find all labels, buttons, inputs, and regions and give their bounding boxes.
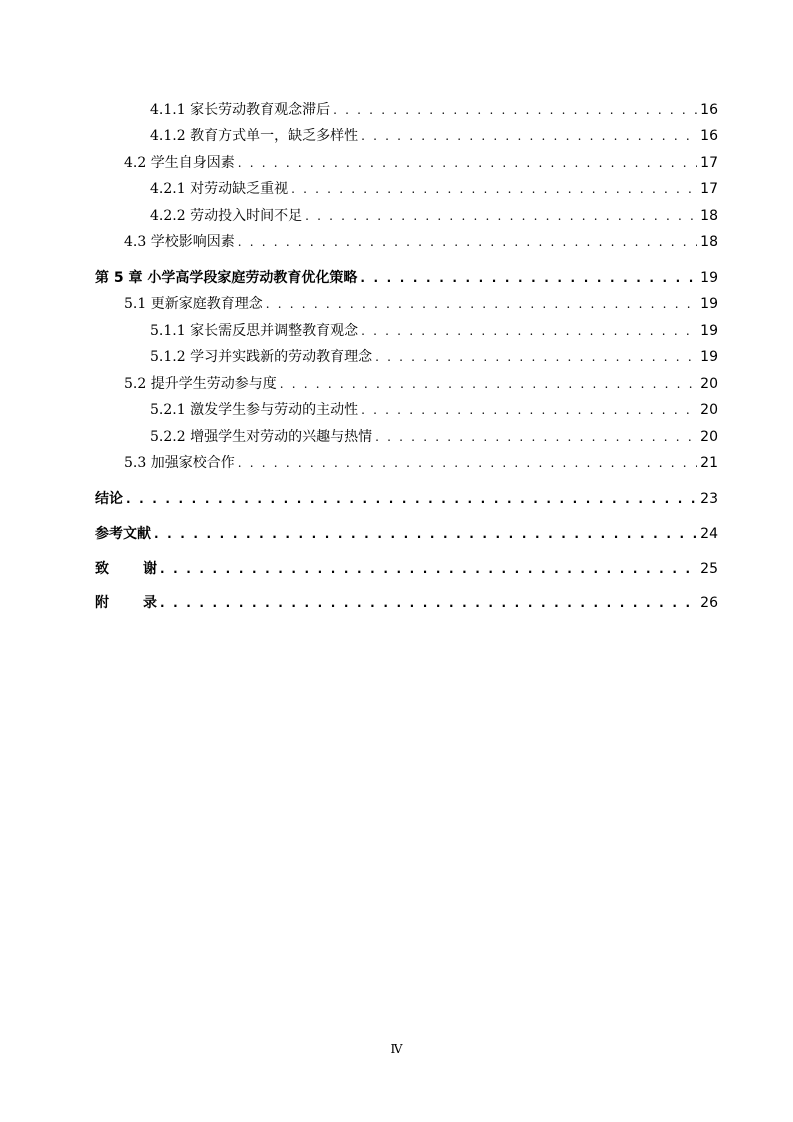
toc-entry-label: 5.2.2 增强学生对劳动的兴趣与热情 [150,429,373,445]
toc-entry-page: 20 [700,429,718,445]
toc-entry-label: 4.1.2 教育方式单一，缺乏多样性 [150,128,359,144]
toc-entry-label-char: 录 [143,595,157,611]
dot-leader [360,268,697,288]
dot-leader [375,427,697,447]
toc-entry-label: 参考文献 [95,526,151,542]
toc-entry-5-1[interactable] [124,294,718,314]
toc-entry-references[interactable] [95,524,718,544]
toc-entry-page: 23 [700,491,718,507]
toc-entry-page: 17 [700,155,718,171]
toc-entry-5-3[interactable] [124,453,718,473]
dot-leader [126,489,697,509]
dot-leader [160,593,697,613]
toc-entry-appendix[interactable] [95,593,718,613]
dot-leader [361,321,697,341]
toc-entry-5-1-1[interactable] [150,321,718,341]
dot-leader [361,126,697,146]
dot-leader [333,100,697,120]
dot-leader [160,559,697,579]
dot-leader [266,294,697,314]
toc-entry-5-2-1[interactable] [150,400,718,420]
toc-entry-acknowledgements[interactable] [95,559,718,579]
toc-entry-page: 19 [700,296,718,312]
dot-leader [280,374,697,394]
toc-entry-4-1-2[interactable] [150,126,718,146]
toc-entry-5-1-2[interactable] [150,347,718,367]
toc-entry-label: 4.2.1 对劳动缺乏重视 [150,181,289,197]
toc-entry-page: 18 [700,208,718,224]
toc-entry-label: 4.2.2 劳动投入时间不足 [150,208,303,224]
toc-entry-label: 4.2 学生自身因素 [124,155,235,171]
toc-entry-5-2-2[interactable] [150,427,718,447]
toc-entry-label-char: 谢 [143,561,157,577]
toc-entry-4-2-2[interactable] [150,206,718,226]
toc-entry-label: 结论 [95,491,123,507]
dot-leader [238,453,697,473]
toc-entry-5-2[interactable] [124,374,718,394]
toc-entry-4-1-1[interactable] [150,100,718,120]
toc-entry-page: 19 [700,349,718,365]
toc-entry-label: 5.2.1 激发学生参与劳动的主动性 [150,402,359,418]
toc-entry-page: 19 [700,323,718,339]
toc-entry-label: 5.3 加强家校合作 [124,455,235,471]
toc-entry-label: 4.1.1 家长劳动教育观念滞后 [150,102,331,118]
toc-entry-page: 18 [700,234,718,250]
dot-leader [154,524,697,544]
toc-entry-page: 24 [700,526,718,542]
toc-entry-label: 5.2 提升学生劳动参与度 [124,376,277,392]
toc-entry-label [95,593,157,613]
footer-page-number: Ⅳ [390,1042,403,1056]
toc-entry-label: 5.1.1 家长需反思并调整教育观念 [150,323,359,339]
dot-leader [238,232,697,252]
toc-entry-label-char: 致 [95,561,109,577]
toc-entry-chapter-5[interactable] [95,268,718,288]
toc-entry-page: 16 [700,102,718,118]
toc-entry-page: 21 [700,455,718,471]
toc-entry-label: 4.3 学校影响因素 [124,234,235,250]
toc-entry-page: 26 [700,595,718,611]
dot-leader [305,206,697,226]
toc-entry-label: 5.1 更新家庭教育理念 [124,296,263,312]
toc-entry-label: 第 5 章 小学高学段家庭劳动教育优化策略 [95,270,358,286]
toc-entry-4-2[interactable] [124,153,718,173]
toc-entry-page: 19 [700,270,718,286]
dot-leader [375,347,697,367]
toc-entry-page: 16 [700,128,718,144]
toc-entry-label [95,559,157,579]
toc-entry-page: 20 [700,402,718,418]
toc-entry-label: 5.1.2 学习并实践新的劳动教育理念 [150,349,373,365]
toc-entry-4-3[interactable] [124,232,718,252]
dot-leader [361,400,697,420]
dot-leader [238,153,697,173]
toc-entry-4-2-1[interactable] [150,179,718,199]
toc-entry-conclusion[interactable] [95,489,718,509]
toc-entry-page: 25 [700,561,718,577]
dot-leader [291,179,697,199]
toc-entry-label-char: 附 [95,595,109,611]
toc-entry-page: 20 [700,376,718,392]
toc-entry-page: 17 [700,181,718,197]
